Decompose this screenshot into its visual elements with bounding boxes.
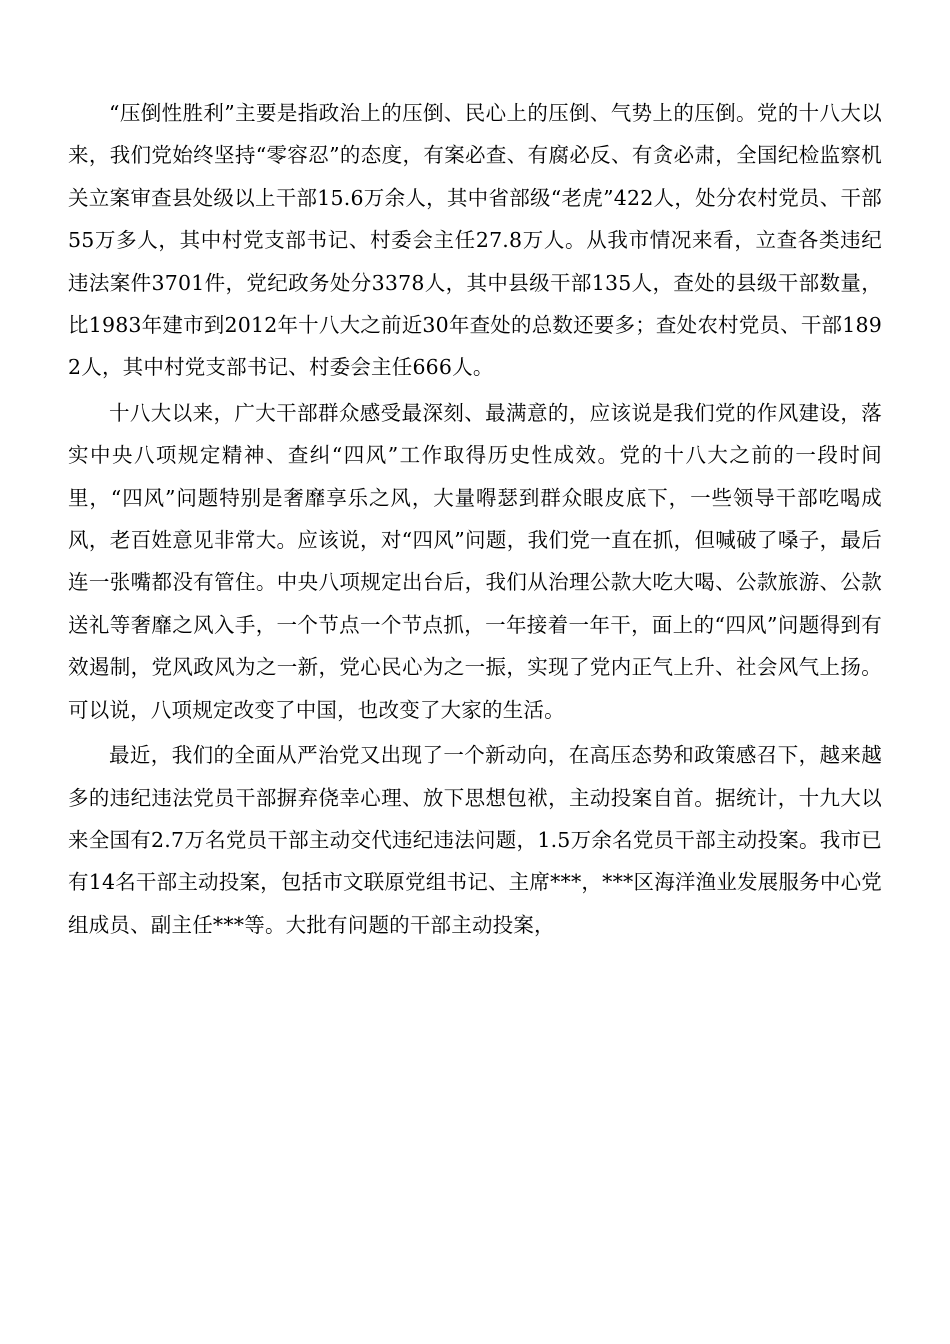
paragraph-1: “压倒性胜利”主要是指政治上的压倒、民心上的压倒、气势上的压倒。党的十八大以来，我们党始终坚持“零容忍”的态度，有案必查、有腐必反、有贪必肃，全国纪检监察机关立案审查县处级以上干部15.6万余人，其中省部级“老虎”422人，处分农村党员、干部55万多人，其中村党支部书记、村委会主任27.8万人。从我市情况来看，立查各类违纪违法案件3701件，党纪政务处分3378人，其中县级干部135人，查处的县级干部数量，比1983年建市到2012年十八大之前近30年查处的总数还要多；查处农村党员、干部1892人，其中村党支部书记、村委会主任666人。 bbox=[68, 101, 882, 380]
document-body bbox=[68, 92, 882, 946]
paragraph-3: 最近，我们的全面从严治党又出现了一个新动向，在高压态势和政策感召下，越来越多的违纪违法党员干部摒弃侥幸心理、放下思想包袱，主动投案自首。据统计，十九大以来全国有2.7万名党员干部主动交代违纪违法问题，1.5万余名党员干部主动投案。我市已有14名干部主动投案，包括市文联原党组书记、主席***，***区海洋渔业发展服务中心党组成员、副主任***等。大批有问题的干部主动投案， bbox=[68, 743, 882, 937]
paragraph-2: 十八大以来，广大干部群众感受最深刻、最满意的，应该说是我们党的作风建设，落实中央八项规定精神、查纠“四风”工作取得历史性成效。党的十八大之前的一段时间里，“四风”问题特别是奢靡享乐之风，大量嘚瑟到群众眼皮底下，一些领导干部吃喝成风，老百姓意见非常大。应该说，对“四风”问题，我们党一直在抓，但喊破了嗓子，最后连一张嘴都没有管住。中央八项规定出台后，我们从治理公款大吃大喝、公款旅游、公款送礼等奢靡之风入手，一个节点一个节点抓，一年接着一年干，面上的“四风”问题得到有效遏制，党风政风为之一新，党心民心为之一振，实现了党内正气上升、社会风气上扬。可以说，八项规定改变了中国，也改变了大家的生活。 bbox=[68, 400, 882, 722]
